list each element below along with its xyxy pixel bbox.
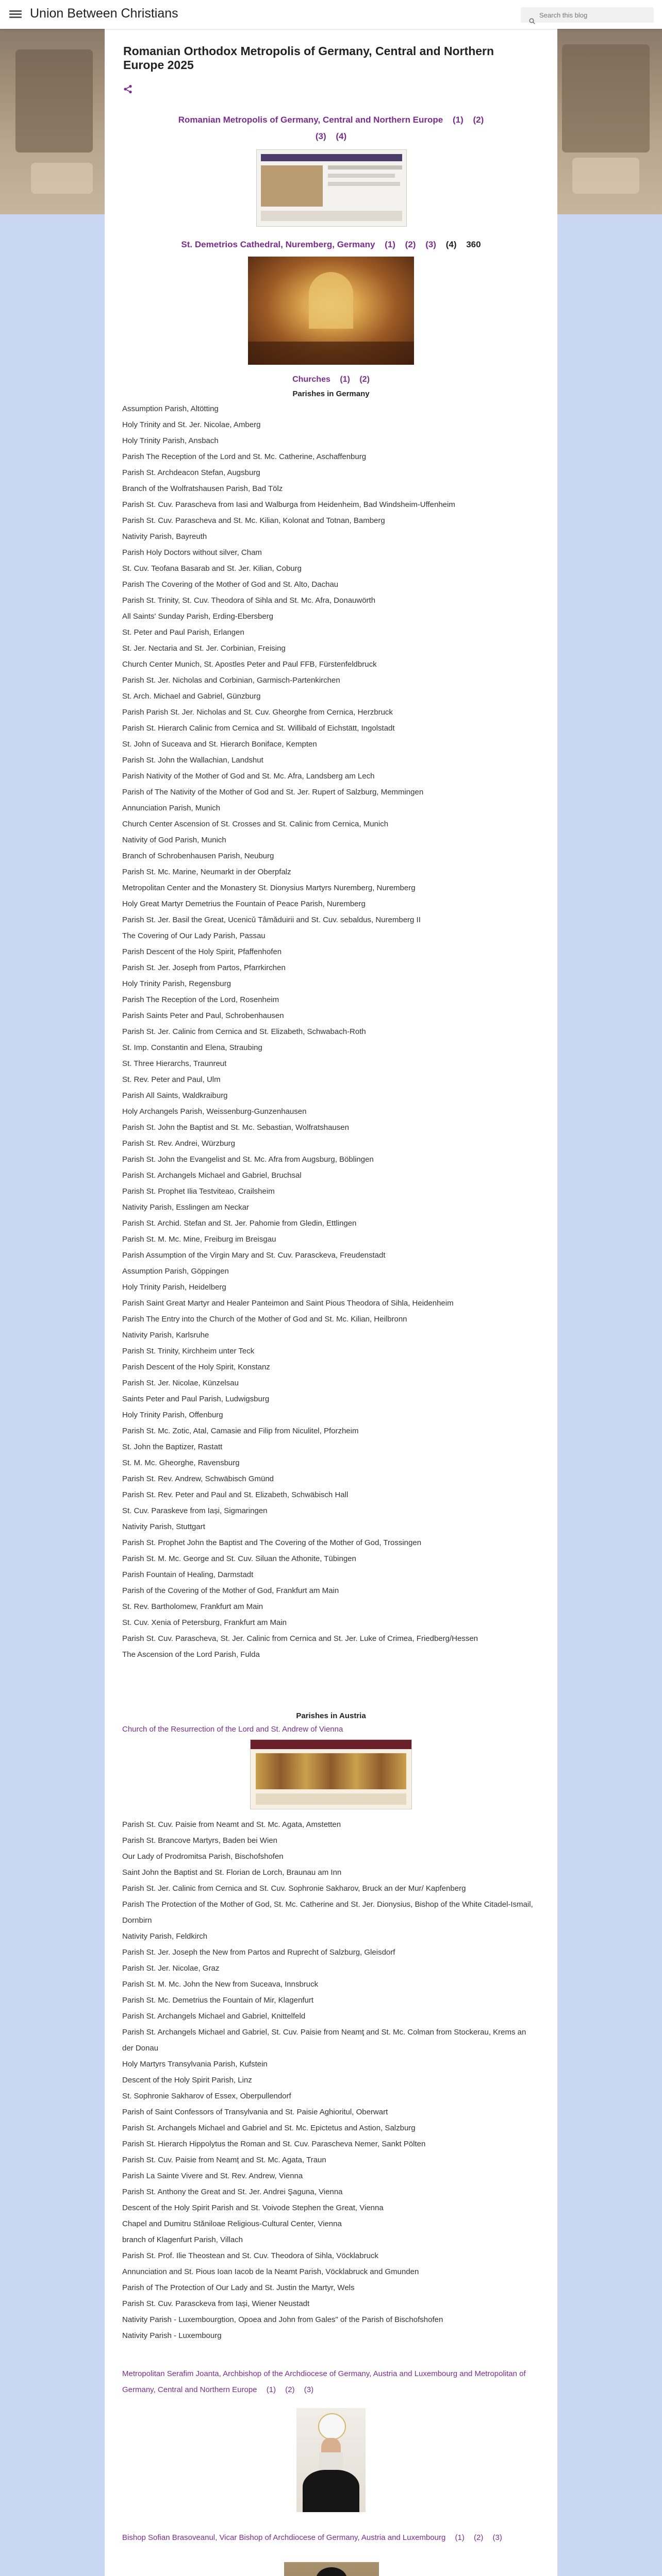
- parish-item: Holy Trinity Parish, Ansbach: [122, 436, 219, 445]
- parish-item: Parish St. John the Evangelist and St. Mc. Afra from Augsburg, Böblingen: [122, 1155, 374, 1164]
- parish-item: Parish St. Cuv. Parascheva, St. Jer. Calinic from Cernica and St. Jer. Luke of Crimea, Friedberg/Hessen: [122, 1634, 478, 1643]
- austria-parishes-heading: Parishes in Austria: [296, 1711, 366, 1720]
- cathedral-link-3[interactable]: (3): [425, 240, 436, 249]
- parish-item: Nativity Parish - Luxembourgtion, Opoea and John from Gales" of the Parish of Bischofshofen: [122, 2315, 443, 2324]
- parish-item: St. Sophronie Sakharov of Essex, Oberpullendorf: [122, 2092, 291, 2100]
- churches-link-1[interactable]: (1): [340, 375, 350, 384]
- parish-item: St. Rev. Peter and Paul, Ulm: [122, 1075, 221, 1084]
- churches-link-line: [105, 374, 557, 385]
- cathedral-link[interactable]: St. Demetrios Cathedral, Nuremberg, Germany: [181, 240, 375, 249]
- parish-item: St. Rev. Bartholomew, Frankfurt am Main: [122, 1602, 263, 1611]
- parish-item: Holy Great Martyr Demetrius the Fountain of Peace Parish, Nuremberg: [122, 900, 366, 908]
- parish-item: Nativity of God Parish, Munich: [122, 836, 226, 844]
- churches-link[interactable]: Churches: [292, 375, 330, 384]
- parish-item: St. Cuv. Xenia of Petersburg, Frankfurt am Main: [122, 1618, 287, 1627]
- metropolitan-link[interactable]: Metropolitan Serafim Joanta, Archbishop of the Archdiocese of Germany, Austria and Luxembourg and Metropolitan of Germany, Central and Northern Europe: [122, 2369, 526, 2394]
- website-photo-block: [261, 165, 323, 207]
- churches-link-2[interactable]: (2): [359, 375, 370, 384]
- parish-item: Parish St. Jer. Basil the Great, Ucenicǔ Tâmăduirii and St. Cuv. sebaldus, Nuremberg II: [122, 916, 421, 924]
- parish-item: Branch of Schrobenhausen Parish, Neuburg: [122, 852, 274, 860]
- iconostasis-arch: [309, 272, 353, 329]
- parish-item: Parish St. Archdeacon Stefan, Augsburg: [122, 468, 260, 477]
- parish-item: Holy Martyrs Transylvania Parish, Kufstein: [122, 2060, 268, 2069]
- metropolitan-link-2[interactable]: (2): [285, 2385, 295, 2394]
- parish-item: Assumption Parish, Altötting: [122, 404, 219, 413]
- cathedral-floor: [248, 342, 414, 365]
- parish-item: Parish Descent of the Holy Spirit, Konstanz: [122, 1363, 270, 1371]
- poster-caption: [256, 1793, 406, 1805]
- parish-item: Parish St. Brancove Martyrs, Baden bei Wien: [122, 1836, 277, 1845]
- bishop-link-2[interactable]: (2): [474, 2533, 484, 2542]
- parish-item: Parish Saint Great Martyr and Healer Panteimon and Saint Pious Theodora of Sihla, Heidenheim: [122, 1299, 454, 1308]
- parish-item: Parish St. Jer. Nicolae, Graz: [122, 1964, 220, 1973]
- parish-item: Holy Trinity Parish, Heidelberg: [122, 1283, 226, 1292]
- parish-item: Parish St. Cuv. Paisie from Neamț and St. Mc. Agata, Traun: [122, 2156, 326, 2164]
- website-text-line: [328, 174, 395, 178]
- parish-item: Parish Nativity of the Mother of God and St. Mc. Afra, Landsberg am Lech: [122, 772, 375, 781]
- metropolis-website-image[interactable]: [256, 149, 407, 227]
- parish-item: Parish St. Jer. Nicholas and Corbinian, Garmisch-Partenkirchen: [122, 676, 340, 685]
- metropolis-link-1[interactable]: (1): [452, 115, 464, 125]
- parish-item: Annunciation Parish, Munich: [122, 804, 221, 812]
- cathedral-link-4: (4): [445, 240, 457, 249]
- parish-item: Parish The Entry into the Church of the Mother of God and St. Mc. Kilian, Heilbronn: [122, 1315, 407, 1324]
- parish-item: Parish St. Cuv. Paisie from Neamt and St. Mc. Agata, Amstetten: [122, 1820, 341, 1829]
- austria-parish-list: [122, 1817, 535, 2344]
- search-icon[interactable]: [529, 18, 535, 24]
- parish-item: Parish Descent of the Holy Spirit, Pfaffenhofen: [122, 947, 282, 956]
- parish-item: Parish La Sainte Vivere and St. Rev. Andrew, Vienna: [122, 2172, 303, 2180]
- top-app-bar: [0, 0, 662, 29]
- parish-item: Church Center Munich, St. Apostles Peter and Paul FFB, Fürstenfeldbruck: [122, 660, 377, 669]
- parish-item: Parish St. Rev. Andrew, Schwäbisch Gmünd: [122, 1475, 274, 1483]
- bishop-link-3[interactable]: (3): [492, 2533, 502, 2542]
- metropolis-link-4[interactable]: (4): [336, 131, 347, 141]
- parish-item: Parish Saints Peter and Paul, Schrobenhausen: [122, 1011, 284, 1020]
- parish-item: Parish St. John the Baptist and St. Mc. Sebastian, Wolfratshausen: [122, 1123, 349, 1132]
- site-title[interactable]: Union Between Christians: [30, 6, 178, 21]
- parish-item: Parish St. Cuv. Parascheva from Iasi and Walburga from Heidenheim, Bad Windsheim-Uffenheim: [122, 500, 455, 509]
- metropolitan-link-block: [122, 2366, 535, 2398]
- search-box[interactable]: [521, 7, 654, 23]
- hamburger-menu-icon[interactable]: [9, 9, 22, 20]
- parish-item: Nativity Parish, Esslingen am Neckar: [122, 1203, 249, 1212]
- metropolitan-portrait-image[interactable]: [296, 2408, 366, 2512]
- parish-item: Parish St. Prophet John the Baptist and The Covering of the Mother of God, Trossingen: [122, 1538, 422, 1547]
- parish-item: Parish St. Hierarch Calinic from Cernica and St. Willibald of Eichstätt, Ingolstadt: [122, 724, 395, 733]
- parish-item: Parish The Protection of the Mother of God, St. Mc. Catherine and St. Jer. Dionysius, Bishop of the White Citadel-Ismail, Dornbirn: [122, 1900, 533, 1925]
- website-footer-block: [261, 211, 402, 221]
- parish-item: Holy Trinity and St. Jer. Nicolae, Amberg: [122, 420, 261, 429]
- parish-item: St. Three Hierarchs, Traunreut: [122, 1059, 227, 1068]
- white-klobuk: [318, 2413, 346, 2440]
- parish-item: Descent of the Holy Spirit Parish and St. Voivode Stephen the Great, Vienna: [122, 2204, 384, 2212]
- parish-item: Parish St. Jer. Joseph from Partos, Pfarrkirchen: [122, 963, 286, 972]
- parish-item: Nativity Parish, Feldkirch: [122, 1932, 208, 1941]
- parish-item: The Ascension of the Lord Parish, Fulda: [122, 1650, 260, 1659]
- parish-item: Parish Fountain of Healing, Darmstadt: [122, 1570, 254, 1579]
- parish-item: Assumption Parish, Göppingen: [122, 1267, 229, 1276]
- parish-item: St. Peter and Paul Parish, Erlangen: [122, 628, 244, 637]
- cathedral-count: 360: [466, 240, 481, 249]
- parish-item: Chapel and Dumitru Stăniloae Religious-Cultural Center, Vienna: [122, 2219, 342, 2228]
- parish-item: Parish Parish St. Jer. Nicholas and St. Cuv. Gheorghe from Cernica, Herzbruck: [122, 708, 393, 717]
- parish-item: Saint John the Baptist and St. Florian de Lorch, Braunau am Inn: [122, 1868, 342, 1877]
- parish-item: Parish St. Archangels Michael and Gabriel, St. Cuv. Paisie from Neamţ and St. Mc. Colman from Stockerau, Krems an der Donau: [122, 2028, 526, 2053]
- parish-item: Parish of Saint Confessors of Transylvania and St. Paisie Aghioritul, Oberwart: [122, 2108, 388, 2116]
- parish-item: Parish St. Prof. Ilie Theostean and St. Cuv. Theodora of Sihla, Vöcklabruck: [122, 2251, 378, 2260]
- parish-item: Parish St. Jer. Calinic from Cernica and St. Elizabeth, Schwabach-Roth: [122, 1027, 366, 1036]
- parish-item: Nativity Parish, Bayreuth: [122, 532, 207, 541]
- parish-item: Parish St. Rev. Peter and Paul and St. Elizabeth, Schwäbisch Hall: [122, 1490, 349, 1499]
- bishop-link-1[interactable]: (1): [455, 2533, 465, 2542]
- parish-item: St. John the Baptizer, Rastatt: [122, 1443, 223, 1451]
- parish-item: Parish All Saints, Waldkraiburg: [122, 1091, 228, 1100]
- parish-item: Parish The Covering of the Mother of God and St. Alto, Dachau: [122, 580, 339, 589]
- parish-item: Our Lady of Prodromitsa Parish, Bischofshofen: [122, 1852, 284, 1861]
- parish-item: Parish St. Anthony the Great and St. Jer. Andrei Şaguna, Vienna: [122, 2188, 343, 2196]
- parish-item: Annunciation and St. Pious Ioan Iacob de la Neamt Parish, Vöcklabruck and Gmunden: [122, 2267, 419, 2276]
- parish-item: Parish St. Mc. Marine, Neumarkt in der Oberpfalz: [122, 868, 291, 876]
- parish-item: Parish St. Mc. Zotic, Atal, Camasie and Filip from Niculitel, Pforzheim: [122, 1427, 359, 1435]
- parish-item: Parish St. M. Mc. Mine, Freiburg im Breisgau: [122, 1235, 276, 1244]
- bishop-link-block: [122, 2530, 535, 2546]
- poster-icons-row: [256, 1753, 406, 1789]
- parish-item: Holy Archangels Parish, Weissenburg-Gunzenhausen: [122, 1107, 307, 1116]
- parish-item: Church Center Ascension of St. Crosses and St. Calinic from Cernica, Munich: [122, 820, 389, 828]
- metropolis-link-3[interactable]: (3): [315, 131, 326, 141]
- parish-item: Parish St. Mc. Demetrius the Fountain of Mir, Klagenfurt: [122, 1996, 313, 2005]
- bishop-link[interactable]: Bishop Sofian Brasoveanul, Vicar Bishop of Archdiocese of Germany, Austria and Luxembourg: [122, 2533, 446, 2542]
- germany-parish-list: [122, 401, 535, 1663]
- parish-item: St. M. Mc. Gheorghe, Ravensburg: [122, 1459, 240, 1467]
- parish-item: Parish St. Trinity, St. Cuv. Theodora of Sihla and St. Mc. Afra, Donauwörth: [122, 596, 376, 605]
- parish-item: Branch of the Wolfratshausen Parish, Bad Tölz: [122, 484, 283, 493]
- parish-item: branch of Klagenfurt Parish, Villach: [122, 2235, 243, 2244]
- parish-item: Parish St. Archid. Stefan and St. Jer. Pahomie from Gledin, Ettlingen: [122, 1219, 357, 1228]
- parish-item: St. Cuv. Paraskeve from Iași, Sigmaringen: [122, 1506, 268, 1515]
- poster-title-bar: [251, 1740, 411, 1749]
- parish-item: Parish St. Cuv. Parascheva and St. Mc. Kilian, Kolonat and Totnan, Bamberg: [122, 516, 385, 525]
- parish-item: Parish St. Hierarch Hippolytus the Roman and St. Cuv. Parascheva Nemer, Sankt Pölten: [122, 2140, 426, 2148]
- metropolis-link-line-2: [105, 131, 557, 142]
- parish-item: St. Jer. Nectaria and St. Jer. Corbinian, Freising: [122, 644, 286, 653]
- search-input[interactable]: [539, 7, 648, 23]
- parish-item: Parish of the Covering of the Mother of God, Frankfurt am Main: [122, 1586, 339, 1595]
- parish-item: Parish St. Jer. Joseph the New from Partos and Ruprecht of Salzburg, Gleisdorf: [122, 1948, 395, 1957]
- cathedral-interior-image[interactable]: [248, 257, 414, 365]
- website-text-line: [328, 165, 402, 170]
- parish-item: St. John of Suceava and St. Hierarch Boniface, Kempten: [122, 740, 317, 749]
- parish-item: Holy Trinity Parish, Regensburg: [122, 979, 231, 988]
- black-robe: [303, 2470, 359, 2512]
- parish-item: Parish of The Protection of Our Lady and St. Justin the Martyr, Wels: [122, 2283, 355, 2292]
- parish-item: Parish St. John the Wallachian, Landshut: [122, 756, 263, 765]
- parish-item: Parish St. Jer. Calinic from Cernica and St. Cuv. Sophronie Sakharov, Bruck an der Mur/ Kapfenberg: [122, 1884, 466, 1893]
- parish-item: Parish Holy Doctors without silver, Cham: [122, 548, 262, 557]
- parish-item: Parish St. Trinity, Kirchheim unter Teck: [122, 1347, 255, 1355]
- parish-item: St. Arch. Michael and Gabriel, Günzburg: [122, 692, 261, 701]
- bishop-portrait-image[interactable]: [284, 2562, 379, 2576]
- parish-item: Parish St. Prophet Ilia Testviteao, Crailsheim: [122, 1187, 275, 1196]
- parish-item: Nativity Parish, Stuttgart: [122, 1522, 205, 1531]
- parish-item: Parish St. Rev. Andrei, Würzburg: [122, 1139, 235, 1148]
- website-text-line: [328, 182, 400, 186]
- germany-parishes-heading: Parishes in Germany: [292, 389, 370, 398]
- parish-item: Parish St. Jer. Nicolae, Künzelsau: [122, 1379, 239, 1387]
- parish-item: St. Cuv. Teofana Basarab and St. Jer. Kilian, Coburg: [122, 564, 302, 573]
- parish-item: Parish St. Cuv. Parasckeva from Iași, Wiener Neustadt: [122, 2299, 310, 2308]
- metropolis-link-2[interactable]: (2): [473, 115, 484, 125]
- post-card: [105, 29, 557, 2576]
- cathedral-link-1[interactable]: (1): [385, 240, 395, 249]
- parish-item: Parish St. Archangels Michael and Gabriel, Knittelfeld: [122, 2012, 306, 2021]
- parish-item: Saints Peter and Paul Parish, Ludwigsburg: [122, 1395, 270, 1403]
- parish-item: All Saints' Sunday Parish, Erding-Ebersberg: [122, 612, 274, 621]
- parish-item: Parish The Reception of the Lord, Rosenheim: [122, 995, 279, 1004]
- parish-item: Parish St. M. Mc. John the New from Suceava, Innsbruck: [122, 1980, 319, 1989]
- cathedral-link-2[interactable]: (2): [405, 240, 416, 249]
- website-header-bar: [261, 154, 402, 161]
- cathedral-link-line: [105, 239, 557, 250]
- parish-item: Nativity Parish, Karlsruhe: [122, 1331, 209, 1340]
- parish-item: Parish of The Nativity of the Mother of God and St. Jer. Rupert of Salzburg, Memmingen: [122, 788, 424, 796]
- austria-church-link[interactable]: Church of the Resurrection of the Lord and St. Andrew of Vienna: [122, 1725, 343, 1734]
- parish-item: The Covering of Our Lady Parish, Passau: [122, 931, 266, 940]
- post-title: Romanian Orthodox Metropolis of Germany, Central and Northern Europe 2025: [123, 44, 494, 72]
- black-klobuk: [316, 2567, 347, 2576]
- parish-item: Nativity Parish - Luxembourg: [122, 2331, 222, 2340]
- parish-item: Parish St. M. Mc. George and St. Cuv. Siluan the Athonite, Tübingen: [122, 1554, 356, 1563]
- parish-item: Descent of the Holy Spirit Parish, Linz: [122, 2076, 252, 2084]
- parish-item: Metropolitan Center and the Monastery St. Dionysius Martyrs Nuremberg, Nuremberg: [122, 884, 416, 892]
- parish-item: Parish The Reception of the Lord and St. Mc. Catherine, Aschaffenburg: [122, 452, 367, 461]
- share-icon[interactable]: [123, 84, 133, 94]
- metropolitan-link-1[interactable]: (1): [266, 2385, 276, 2394]
- metropolitan-link-3[interactable]: (3): [304, 2385, 314, 2394]
- parish-item: Parish St. Archangels Michael and Gabriel, Bruchsal: [122, 1171, 302, 1180]
- metropolis-link[interactable]: Romanian Metropolis of Germany, Central and Northern Europe: [178, 115, 443, 125]
- parish-item: Parish Assumption of the Virgin Mary and St. Cuv. Parasckeva, Freudenstadt: [122, 1251, 386, 1260]
- parish-item: Holy Trinity Parish, Offenburg: [122, 1411, 223, 1419]
- parish-item: St. Imp. Constantin and Elena, Straubing: [122, 1043, 262, 1052]
- austria-poster-image[interactable]: [250, 1739, 412, 1809]
- metropolis-link-line: [105, 114, 557, 126]
- parish-item: Parish St. Archangels Michael and Gabriel and St. Mc. Epictetus and Astion, Salzburg: [122, 2124, 416, 2132]
